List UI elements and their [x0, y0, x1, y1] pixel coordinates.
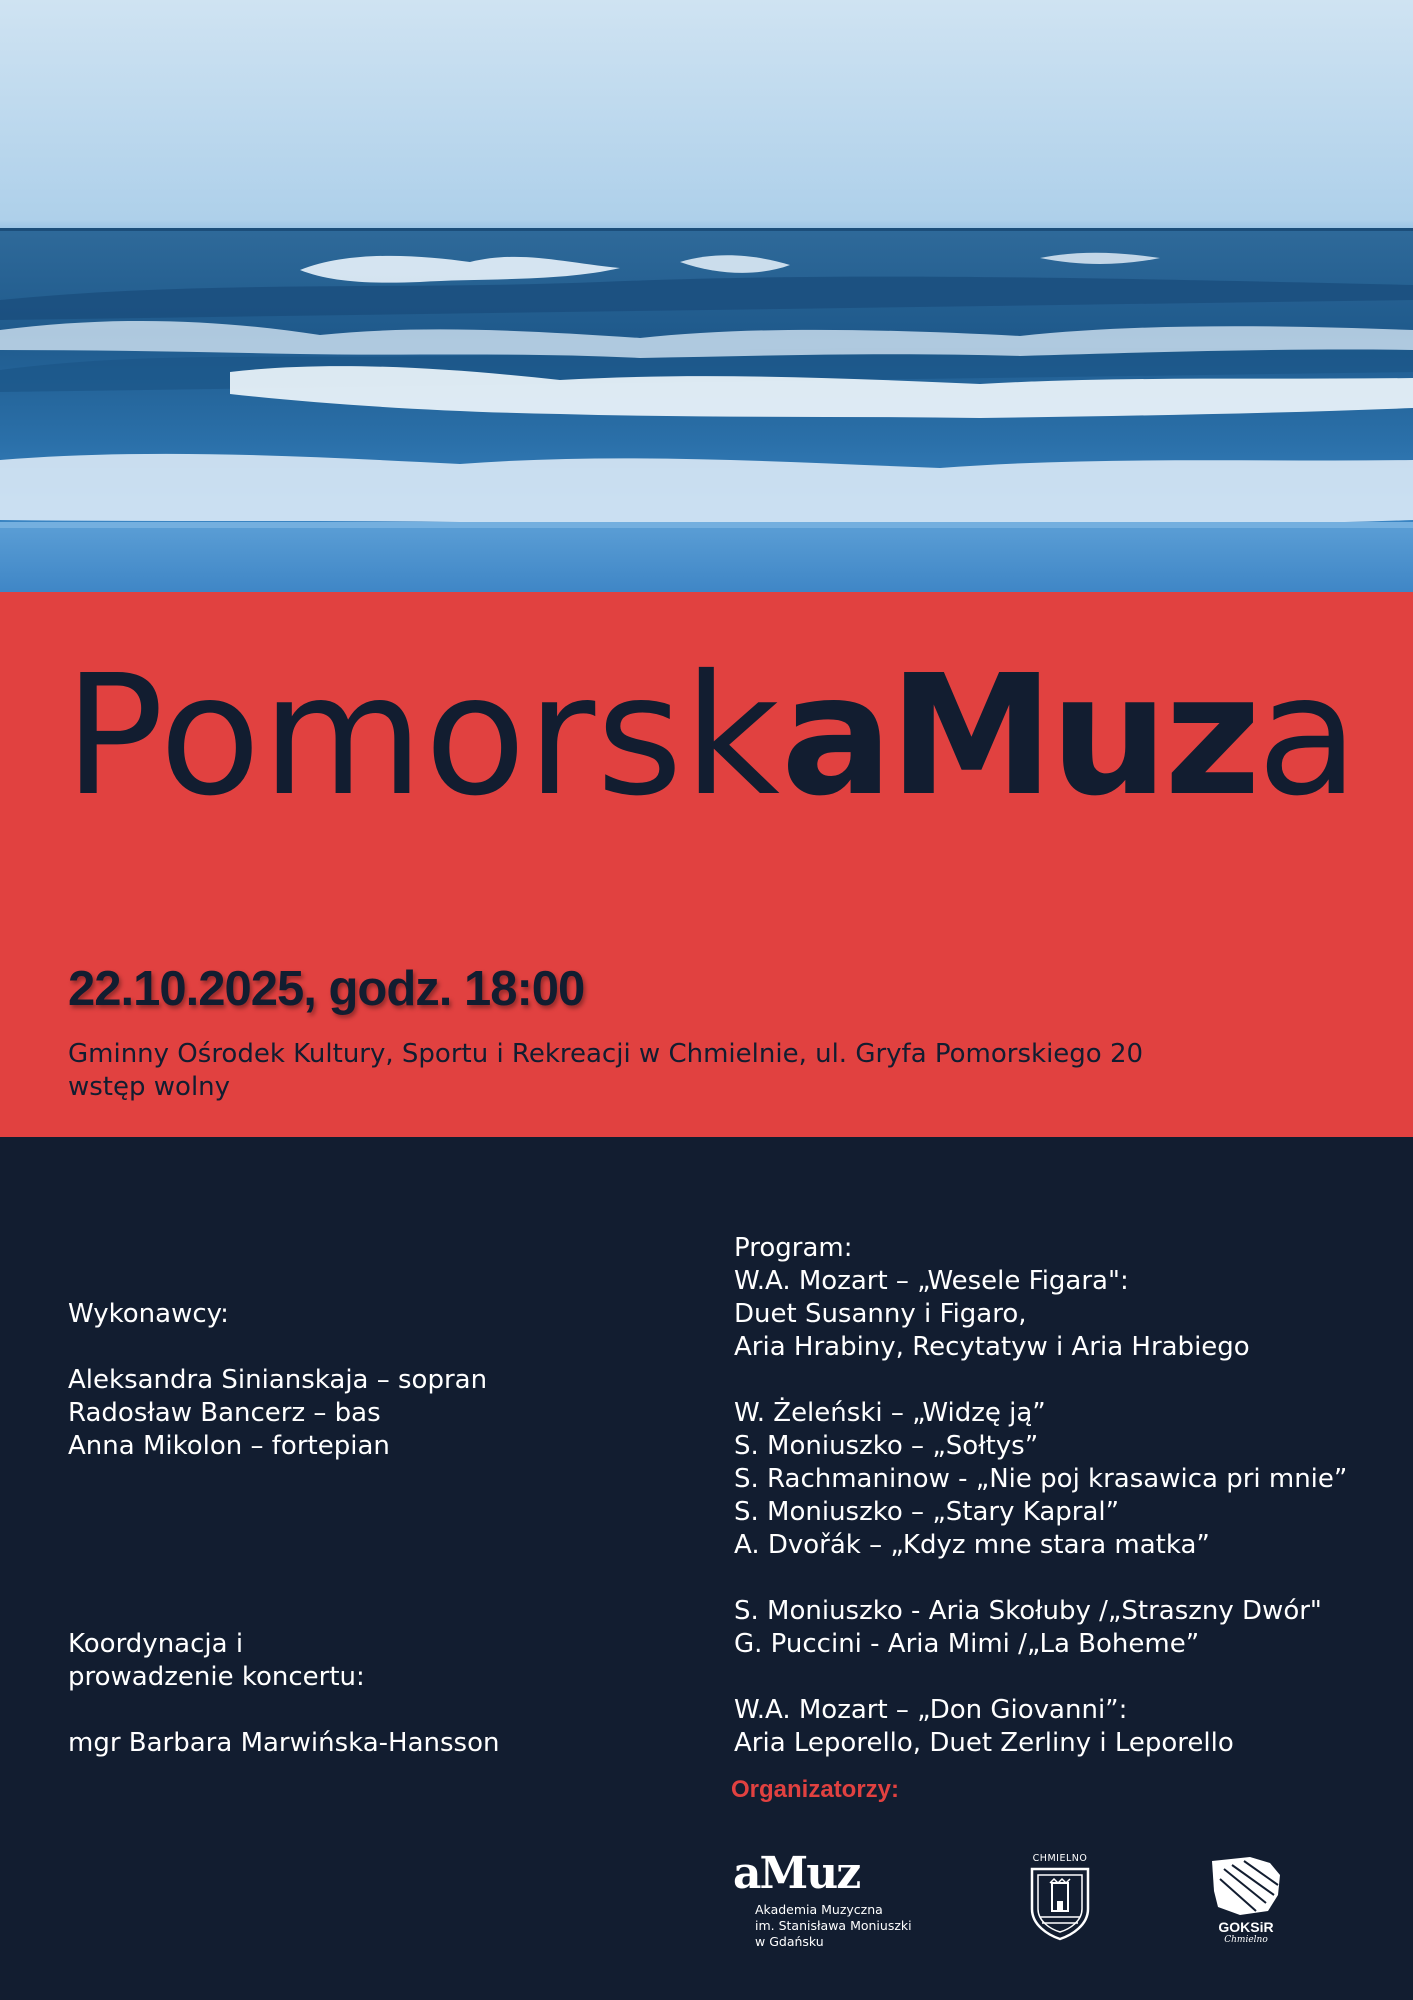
amuz-caption-line: w Gdańsku	[755, 1934, 824, 1949]
event-entry: wstęp wolny	[68, 1072, 231, 1102]
coordination-section	[68, 1628, 500, 1760]
program-item: Aria Leporello, Duet Zerliny i Leporello	[734, 1728, 1234, 1758]
organizers-heading: Organizatorzy:	[731, 1776, 900, 1803]
event-header	[0, 592, 1413, 1137]
brush-stroke-logo	[1210, 1855, 1282, 1917]
event-date-time: 22.10.2025, godz. 18:00	[68, 962, 585, 1016]
program-item: S. Moniuszko – „Sołtys”	[734, 1431, 1039, 1461]
program-item: A. Dvořák – „Kdyz mne stara matka”	[734, 1530, 1210, 1560]
event-title	[64, 640, 1360, 833]
program-item: Aria Hrabiny, Recytatyw i Aria Hrabiego	[734, 1332, 1250, 1362]
coordination-heading-line1: Koordynacja i	[68, 1629, 244, 1659]
program-item: S. Moniuszko – „Stary Kapral”	[734, 1497, 1120, 1527]
title-part2: aMuz	[780, 640, 1257, 833]
amuz-caption-line: Akademia Muzyczna	[755, 1902, 883, 1917]
goksir-sub: Chmielno	[1224, 1935, 1268, 1945]
program-item: G. Puccini - Aria Mimi /„La Boheme”	[734, 1629, 1200, 1659]
event-venue: Gminny Ośrodek Kultury, Sportu i Rekreacji w Chmielnie, ul. Gryfa Pomorskiego 20	[68, 1039, 1144, 1069]
amuz-caption	[755, 1902, 912, 1950]
coordinator-name: mgr Barbara Marwińska-Hansson	[68, 1728, 500, 1758]
performers-section	[68, 1298, 487, 1463]
coat-of-arms-icon	[1028, 1865, 1092, 1941]
sea-illustration	[0, 0, 1413, 592]
performer-item: Aleksandra Sinianskaja – sopran	[68, 1365, 488, 1395]
program-item: Duet Susanny i Figaro,	[734, 1299, 1027, 1329]
title-part1: Pomorsk	[64, 640, 781, 833]
program-item: S. Rachmaninow - „Nie poj krasawica pri mnie”	[734, 1464, 1348, 1494]
amuz-caption-line: im. Stanisława Moniuszki	[755, 1918, 912, 1933]
program-item: W.A. Mozart – „Don Giovanni”:	[734, 1695, 1128, 1725]
program-section	[734, 1232, 1347, 1760]
goksir-name: GOKSiR	[1218, 1919, 1274, 1935]
coordination-heading-line2: prowadzenie koncertu:	[68, 1662, 365, 1692]
program-item: W. Żeleński – „Widzę ją”	[734, 1398, 1046, 1428]
chmielno-logo	[1024, 1853, 1096, 1943]
title-part3: a	[1256, 640, 1360, 833]
amuz-wordmark: aMuz	[733, 1848, 860, 1899]
amuz-logo	[733, 1848, 933, 1952]
sea-waves-image	[0, 0, 1413, 592]
performers-heading: Wykonawcy:	[68, 1299, 229, 1329]
performer-item: Anna Mikolon – fortepian	[68, 1431, 390, 1461]
performer-item: Radosław Bancerz – bas	[68, 1398, 381, 1428]
goksir-logo	[1206, 1855, 1286, 1945]
program-item: W.A. Mozart – „Wesele Figara":	[734, 1266, 1129, 1296]
program-heading: Program:	[734, 1233, 853, 1263]
program-item: S. Moniuszko - Aria Skołuby /„Straszny Dwór"	[734, 1596, 1322, 1626]
chmielno-label: CHMIELNO	[1032, 1853, 1088, 1864]
